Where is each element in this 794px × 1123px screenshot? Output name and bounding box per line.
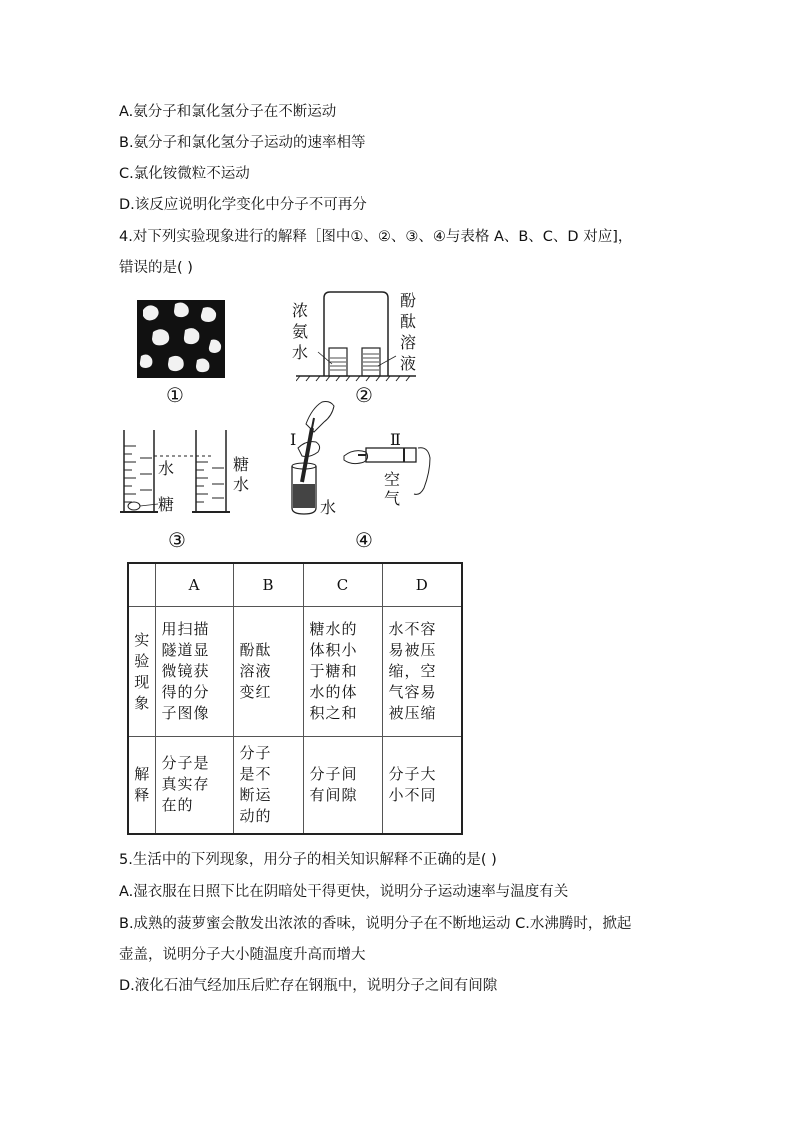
- table-header-c: C: [303, 563, 382, 607]
- figure-4-water-label: 水: [320, 498, 337, 517]
- q5-stem: 5.生活中的下列现象，用分子的相关知识解释不正确的是( ): [119, 852, 497, 868]
- figure-2-phenolphthalein-label: 酚 酞 溶 液: [400, 291, 417, 373]
- row-label-explanation: 解 释: [128, 737, 155, 834]
- q3-option-b: B.氨分子和氯化氢分子运动的速率相等: [119, 135, 366, 151]
- table-header-a: A: [155, 563, 233, 607]
- q4-stem-line1: 4.对下列实验现象进行的解释［图中①、②、③、④与表格 A、B、C、D 对应]，: [119, 229, 633, 245]
- cell-explanation-b: 分子 是不 断运 动的: [233, 737, 303, 834]
- experiment-table: [127, 562, 463, 835]
- q3-option-a: A.氨分子和氯化氢分子在不断运动: [119, 104, 337, 120]
- cell-phenomenon-c: 糖水的 体积小 于糖和 水的体 积之和: [303, 607, 382, 737]
- table-header-row: [128, 563, 462, 607]
- cell-explanation-a: 分子是 真实存 在的: [155, 737, 233, 834]
- figure-4-syringes: [284, 398, 434, 518]
- q5-option-d: D.液化石油气经加压后贮存在钢瓶中，说明分子之间有间隙: [119, 978, 498, 994]
- table-header-d: D: [382, 563, 462, 607]
- q5-option-c-cont: 壶盖，说明分子大小随温度升高而增大: [119, 947, 366, 963]
- figure-2-ammonia-label: 浓 氨 水: [292, 301, 309, 362]
- cell-explanation-c: 分子间 有间隙: [303, 737, 382, 834]
- figure-4-roman-2: Ⅱ: [390, 430, 401, 449]
- figure-4-number: ④: [355, 528, 373, 552]
- q5-option-a: A.湿衣服在日照下比在阴暗处干得更快，说明分子运动速率与温度有关: [119, 884, 569, 900]
- q5-option-b-c: B.成熟的菠萝蜜会散发出浓浓的香味，说明分子在不断地运动 C.水沸腾时，掀起: [119, 916, 632, 932]
- figure-1-stm-image: [137, 300, 225, 378]
- cell-explanation-d: 分子大 小不同: [382, 737, 462, 834]
- q3-option-d: D.该反应说明化学变化中分子不可再分: [119, 197, 367, 213]
- table-row-phenomenon: [128, 607, 462, 737]
- figure-4-air-label: 空 气: [384, 470, 401, 508]
- figure-3-water-label: 水: [158, 459, 175, 478]
- figure-3-sugar-label: 糖: [158, 495, 175, 514]
- table-row-explanation: [128, 737, 462, 834]
- figure-4-roman-1: Ⅰ: [290, 430, 297, 449]
- table-header-b: B: [233, 563, 303, 607]
- cell-phenomenon-d: 水不容 易被压 缩，空 气容易 被压缩: [382, 607, 462, 737]
- table-header-empty: [128, 563, 155, 607]
- cell-phenomenon-b: 酚酞 溶液 变红: [233, 607, 303, 737]
- figure-3-number: ③: [168, 528, 186, 552]
- row-label-phenomenon: 实 验 现 象: [128, 607, 155, 737]
- q3-option-c: C.氯化铵微粒不运动: [119, 166, 250, 182]
- figure-2-number: ②: [355, 383, 373, 407]
- cell-phenomenon-a: 用扫描 隧道显 微镜获 得的分 子图像: [155, 607, 233, 737]
- q4-stem-line2: 错误的是( ): [119, 260, 193, 276]
- figure-2-bell-jar: [296, 290, 416, 382]
- figure-3-sugarwater-label: 糖 水: [233, 455, 250, 494]
- figure-1-number: ①: [166, 383, 184, 407]
